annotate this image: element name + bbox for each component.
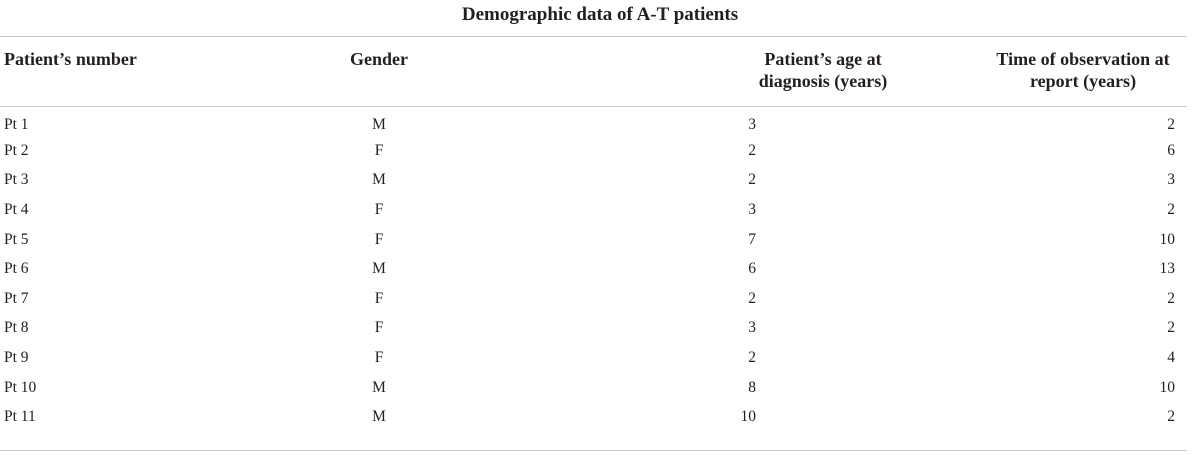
cell-time-of-observation: 10: [1159, 230, 1175, 248]
cell-time-of-observation: 2: [1167, 408, 1175, 426]
cell-patient-number: Pt 4: [4, 200, 29, 218]
cell-patient-number: Pt 5: [4, 230, 29, 248]
cell-patient-number: Pt 2: [4, 141, 29, 159]
cell-patient-number: Pt 9: [4, 348, 29, 366]
cell-patient-number: Pt 3: [4, 171, 29, 189]
cell-gender: M: [372, 260, 386, 278]
cell-patient-number: Pt 8: [4, 319, 29, 337]
cell-gender: F: [374, 348, 384, 366]
cell-gender: F: [374, 319, 384, 337]
table-row: [0, 373, 1187, 403]
cell-age-at-diagnosis: 6: [748, 260, 756, 278]
table-row: [0, 402, 1187, 432]
header-row: [0, 37, 1187, 106]
cell-gender: M: [372, 116, 386, 133]
cell-age-at-diagnosis: 3: [748, 116, 756, 133]
cell-gender: F: [374, 289, 384, 307]
cell-age-at-diagnosis: 8: [748, 378, 756, 396]
table-row: [0, 314, 1187, 344]
table-row: [0, 195, 1187, 225]
cell-time-of-observation: 2: [1167, 200, 1175, 218]
column-header-age-at-diagnosis: Patient’s age at diagnosis (years): [758, 49, 888, 91]
bottom-rule: [0, 450, 1187, 451]
cell-age-at-diagnosis: 2: [748, 348, 756, 366]
table-row: [0, 166, 1187, 196]
cell-time-of-observation: 3: [1167, 171, 1175, 189]
column-header-patient-number: Patient’s number: [4, 49, 137, 69]
table-row: [0, 284, 1187, 314]
cell-gender: M: [372, 408, 386, 426]
cell-time-of-observation: 2: [1167, 289, 1175, 307]
cell-gender: M: [372, 171, 386, 189]
column-header-gender: Gender: [350, 49, 408, 69]
table-row: [0, 106, 1187, 136]
cell-patient-number: Pt 10: [4, 378, 37, 396]
cell-time-of-observation: 6: [1167, 141, 1175, 159]
cell-age-at-diagnosis: 2: [748, 289, 756, 307]
cell-patient-number: Pt 1: [4, 116, 29, 133]
cell-patient-number: Pt 7: [4, 289, 29, 307]
cell-time-of-observation: 13: [1159, 260, 1175, 278]
cell-time-of-observation: 10: [1159, 378, 1175, 396]
cell-gender: F: [374, 141, 384, 159]
cell-age-at-diagnosis: 2: [748, 141, 756, 159]
demographics-table: [0, 37, 1187, 432]
cell-age-at-diagnosis: 7: [748, 230, 756, 248]
table-row: [0, 254, 1187, 284]
cell-age-at-diagnosis: 2: [748, 171, 756, 189]
column-header-time-of-observation: Time of observation at report (years): [996, 49, 1170, 91]
table-row: [0, 225, 1187, 255]
cell-gender: M: [372, 378, 386, 396]
table-row: [0, 343, 1187, 373]
cell-gender: F: [374, 230, 384, 248]
cell-gender: F: [374, 200, 384, 218]
cell-time-of-observation: 2: [1167, 319, 1175, 337]
cell-patient-number: Pt 6: [4, 260, 29, 278]
table-title: Demographic data of A-T patients: [461, 4, 739, 25]
cell-time-of-observation: 4: [1167, 348, 1175, 366]
cell-age-at-diagnosis: 3: [748, 319, 756, 337]
cell-age-at-diagnosis: 10: [740, 408, 756, 426]
table-row: [0, 136, 1187, 166]
cell-patient-number: Pt 11: [4, 408, 36, 426]
cell-age-at-diagnosis: 3: [748, 200, 756, 218]
cell-time-of-observation: 2: [1167, 116, 1175, 133]
table-body: [0, 106, 1187, 432]
